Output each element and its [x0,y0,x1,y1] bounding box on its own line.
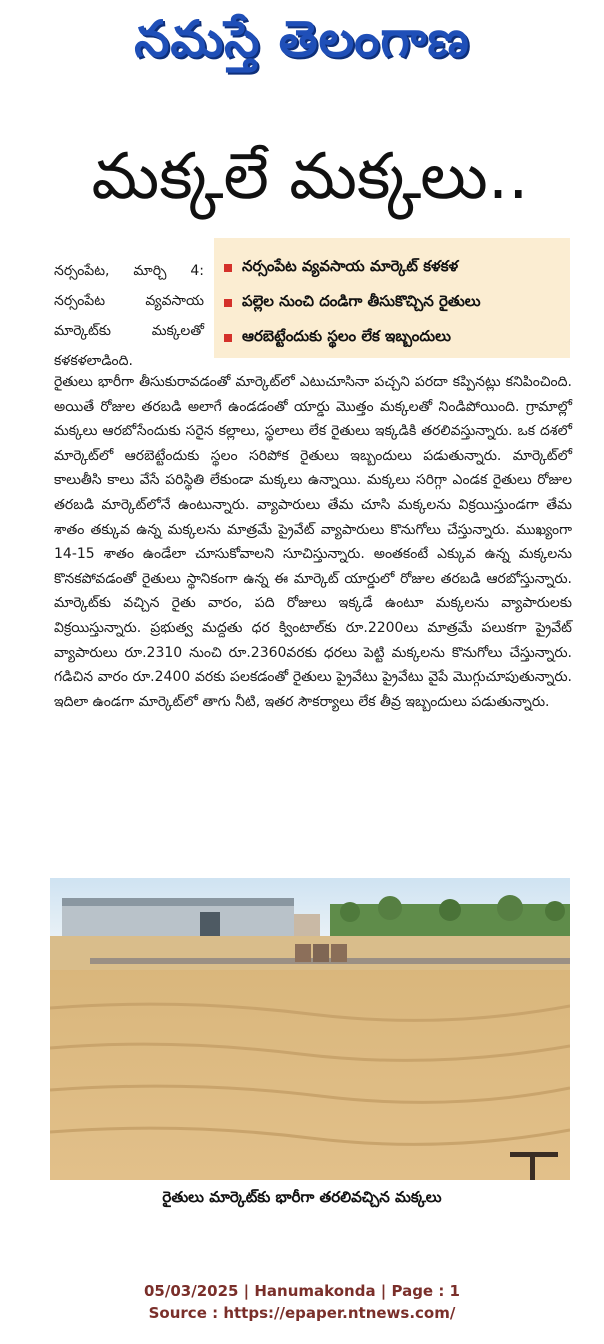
article-headline: మక్కలే మక్కలు.. [91,140,529,214]
bullet-icon [224,299,232,307]
page-footer [0,1280,604,1324]
highlight-text: నర్సంపేట వ్యవసాయ మార్కెట్ కళకళ [242,256,459,275]
article-body: రైతులు భారీగా తీసుకురావడంతో మార్కెట్‌లో ఎటుచూసినా పచ్చని పరదా కప్పినట్లు కనిపించింది. అయితే రోజుల తరబడి అలాగే ఉండడంతో యార్డు మొత్తం మక్కలతో నిండిపోయింది. గ్రామాల్లో మక్కలు ఆరబోసేందుకు సరైన కల్లాలు, స్థలాలు లేక రైతులు ఇక్కడికి తరలివస్తున్నారు. ఒక దశలో మార్కెట్‌లో ఆరబెట్టేందుకు స్థలం సరిపోక రైతులు ఇబ్బందులు పడుతున్నారు. మార్కెట్‌లో కాలుతీసి కాలు వేసే పరిస్థితి లేకుండా మక్కలు ఉన్నాయి. మక్కలు సరిగ్గా ఎండక రైతులు రోజుల తరబడి మార్కెట్‌లోనే ఉంటున్నారు. వ్యాపారులు తేమ చూసి మక్కలను విక్రయిస్తుండగా తేమ శాతం తక్కువ ఉన్న మక్కలను మాత్రమే ప్రైవేట్ వ్యాపారులు కొనుగోలు చేస్తున్నారు. ముఖ్యంగా 14-15 శాతం ఉండేలా చూసుకోవాలని సూచిస్తున్నారు. అంతకంటే ఎక్కువ ఉన్న మక్కలను కొనకపోవడంతో రైతులు స్థానికంగా ఉన్న ఈ మార్కెట్ యార్డులో రోజుల తరబడి ఆరబోస్తున్నారు. మార్కెట్‌కు వచ్చిన రైతు వారం, పది రోజులు ఇక్కడే ఉంటూ మక్కలను వ్యాపారులకు విక్రయిస్తున్నారు. ప్రభుత్వ మద్దతు ధర క్వింటాల్‌కు రూ.2200లు మాత్రమే పలుకగా ప్రైవేట్ వ్యాపారులు రూ.2310 నుంచి రూ.2360వరకు ధరలు పెట్టి మక్కలను కొనుగోలు చేస్తున్నారు. గడిచిన వారం రూ.2400 వరకు పలకడంతో రైతులు ప్రైవేటు ప్రైవేటు వైపే మొగ్గుచూపుతున్నారు. ఇదిలా ఉండగా మార్కెట్‌లో తాగు నీటి, ఇతర సౌకర్యాలు లేక తీవ్ర ఇబ్బందులు పడుతున్నారు. [54,374,572,710]
bullet-icon [224,334,232,342]
footer-date-line: 05/03/2025 | Hanumakonda | Page : 1 [143,1282,460,1300]
highlight-text: పల్లెల నుంచి దండిగా తీసుకొచ్చిన రైతులు [242,291,481,310]
footer-source-line: Source : https://epaper.ntnews.com/ [148,1304,456,1322]
highlight-item [224,285,560,320]
highlights-box [214,238,570,358]
market-photo [50,878,570,1180]
highlight-item [224,320,560,355]
masthead-title: నమస్తే తెలంగాణ [134,10,470,68]
highlight-text: ఆరబెట్టేందుకు స్థలం లేక ఇబ్బందులు [242,326,451,345]
bullet-icon [224,264,232,272]
photo-caption: రైతులు మార్కెట్‌కు భారీగా తరలివచ్చిన మక్కలు [162,1188,442,1206]
highlight-item [224,250,560,285]
article-lead: నర్సంపేట, మార్చి 4: నర్సంపేట వ్యవసాయ మార్కెట్‌కు మక్కలతో కళకళలాడింది. [54,263,204,369]
